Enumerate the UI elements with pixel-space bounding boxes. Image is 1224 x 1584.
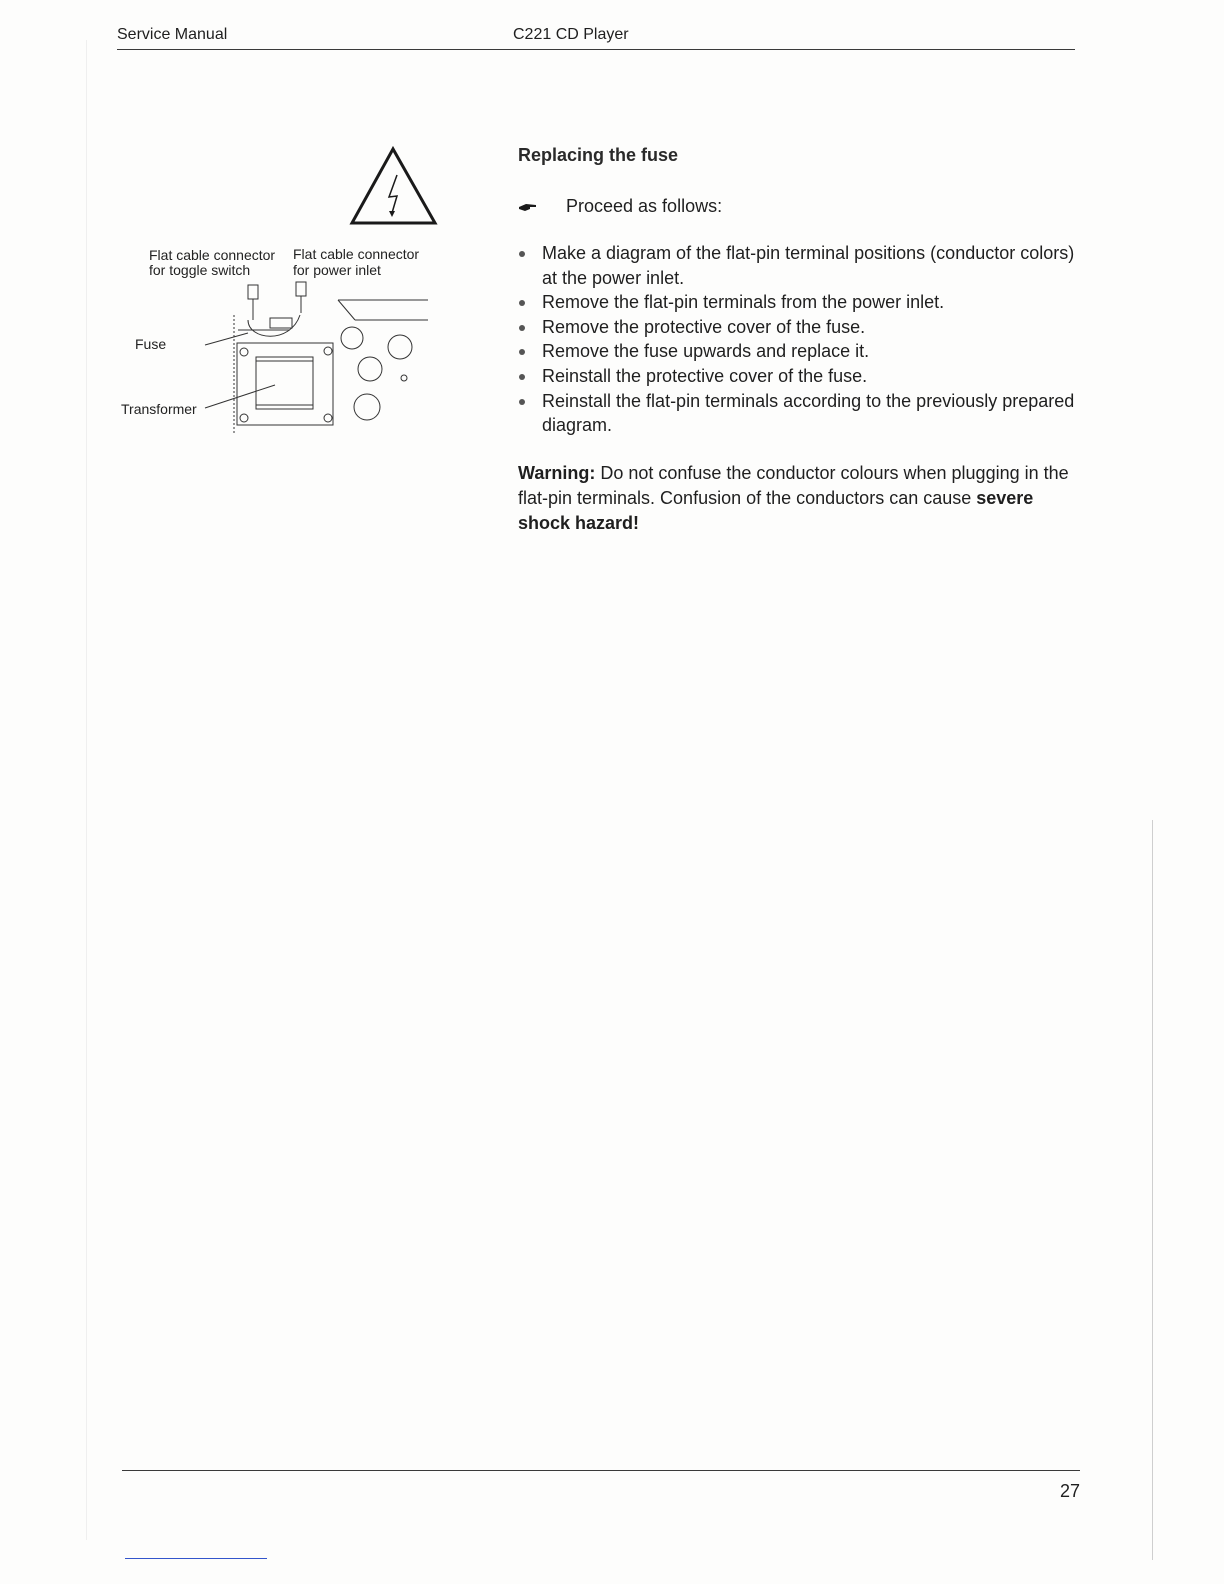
- proceed-line: [518, 196, 722, 218]
- footer-rule: [122, 1470, 1080, 1471]
- label-fuse: Fuse: [135, 336, 167, 352]
- warning-label: Warning:: [518, 463, 596, 483]
- list-item: Remove the protective cover of the fuse.: [518, 315, 1078, 340]
- header-rule: [117, 49, 1075, 50]
- scan-edge-line: [1152, 820, 1153, 1560]
- header-left: Service Manual: [117, 26, 228, 43]
- page-number: 27: [1060, 1481, 1081, 1501]
- fuse-location-diagram: [110, 135, 450, 455]
- scan-blue-line: [125, 1558, 267, 1559]
- pointing-hand-icon: [518, 197, 548, 218]
- list-item: Remove the fuse upwards and replace it.: [518, 339, 1078, 364]
- connector-shapes: [205, 282, 428, 435]
- label-transformer: Transformer: [121, 401, 197, 417]
- list-item: Reinstall the flat-pin terminals according to the previously prepared diagram.: [518, 389, 1078, 438]
- warning-text: Do not confuse the conductor colours when plugging in the flat-pin terminals. Confusion of the conductors can cause: [518, 463, 1069, 508]
- list-item: Remove the flat-pin terminals from the power inlet.: [518, 290, 1078, 315]
- high-voltage-warning-icon: [352, 149, 435, 223]
- list-item: Reinstall the protective cover of the fuse.: [518, 364, 1078, 389]
- scan-artifact: [86, 40, 87, 1540]
- warning-paragraph: [518, 461, 1078, 536]
- list-item: Make a diagram of the flat-pin terminal positions (conductor colors) at the power inlet.: [518, 241, 1078, 290]
- warning-emphasis: severe shock hazard!: [518, 488, 1034, 533]
- proceed-text: Proceed as follows:: [566, 196, 723, 216]
- label-toggle-connector-1: Flat cable connector: [149, 247, 276, 263]
- label-power-connector-2: for power inlet: [293, 262, 381, 278]
- steps-list: [518, 241, 1078, 438]
- header-title: C221 CD Player: [513, 26, 629, 43]
- label-power-connector-1: Flat cable connector: [293, 246, 420, 262]
- section-title: Replacing the fuse: [518, 145, 679, 165]
- label-toggle-connector-2: for toggle switch: [149, 262, 251, 278]
